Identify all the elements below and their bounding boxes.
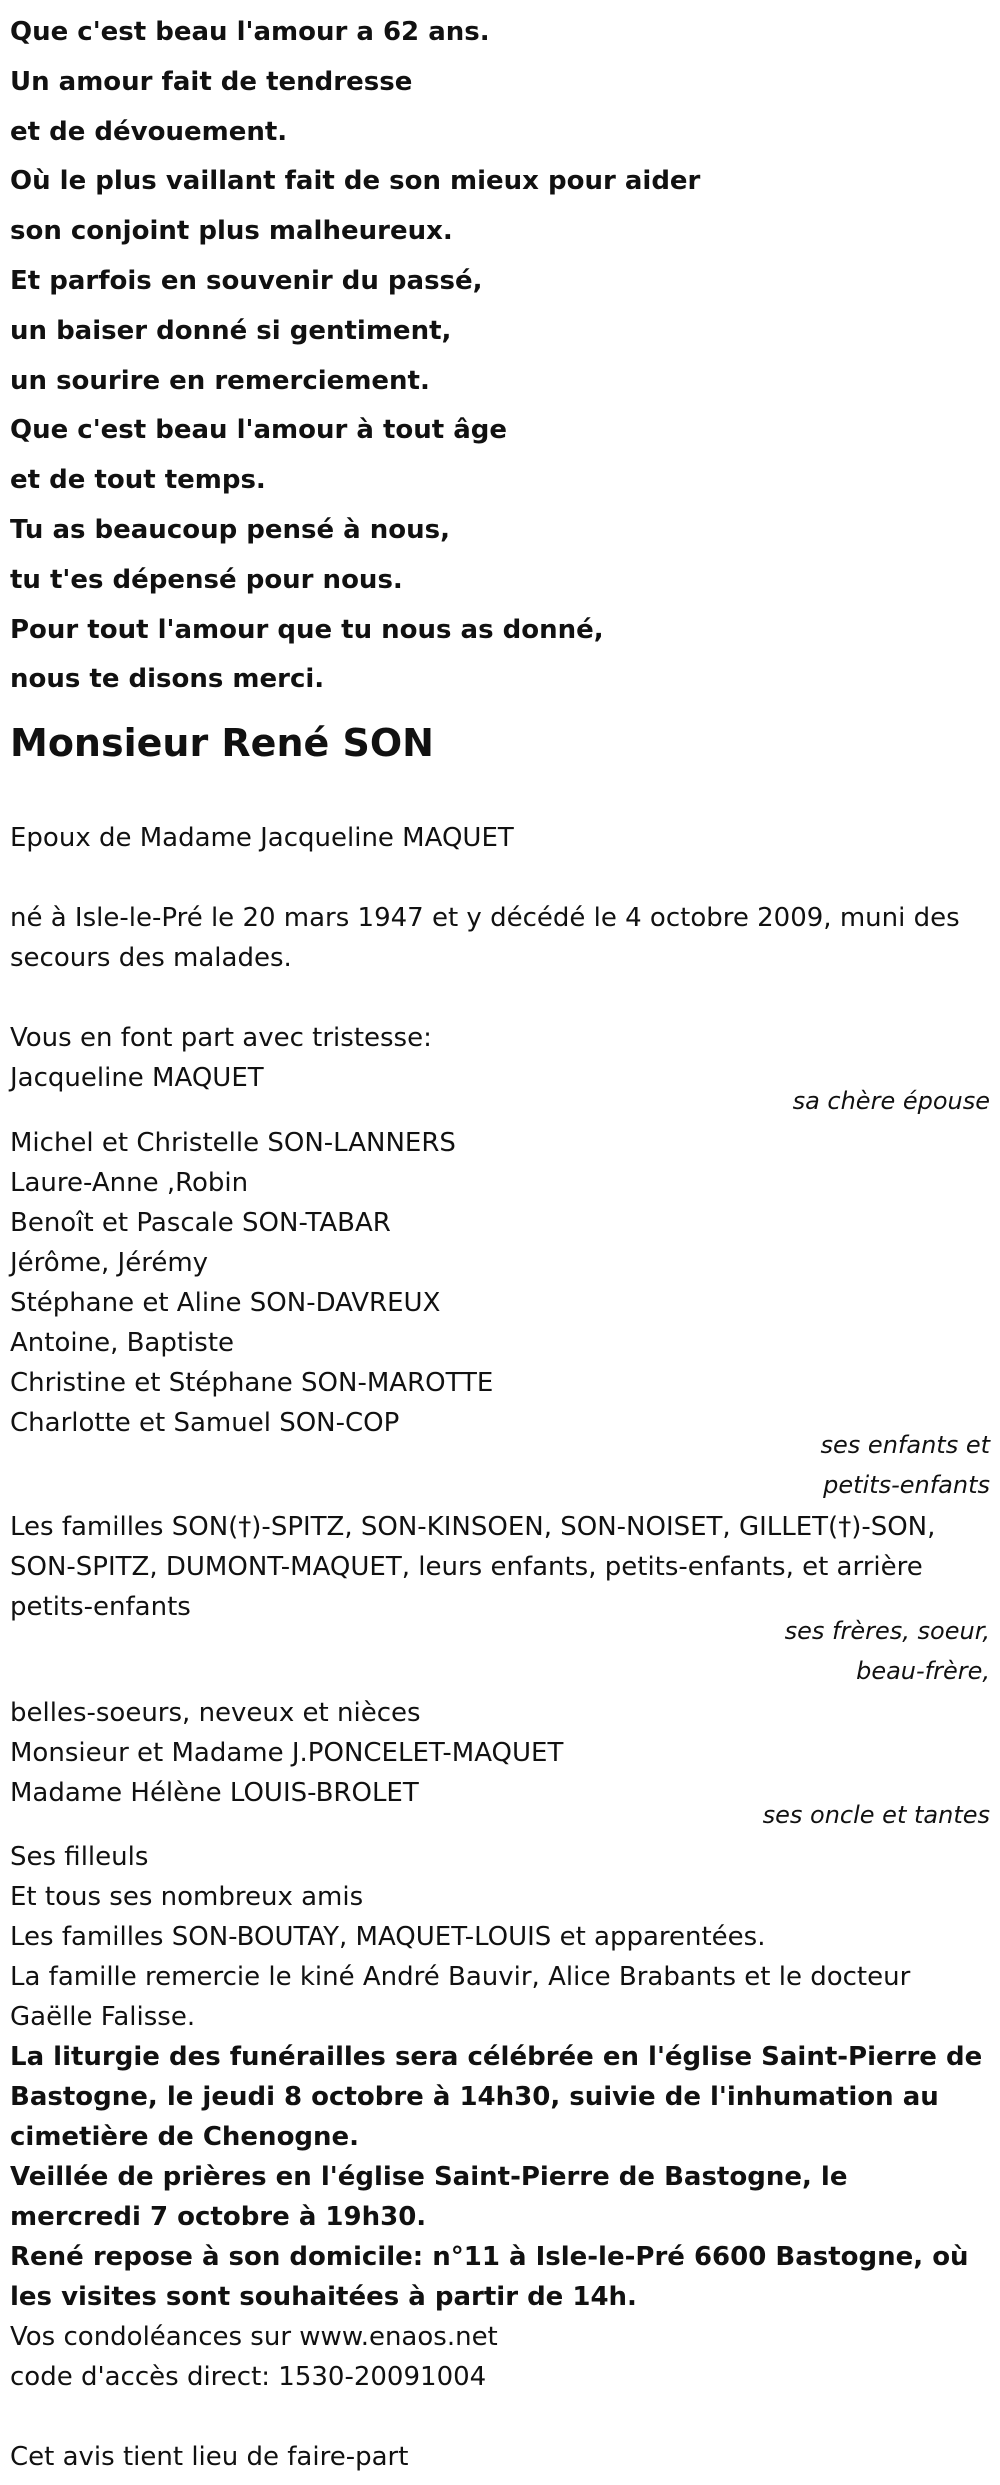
announcement-line: Vous en font part avec tristesse: bbox=[10, 1023, 432, 1053]
poem-line: et de tout temps. bbox=[10, 465, 266, 496]
wife-role: sa chère épouse bbox=[792, 1087, 990, 1115]
deceased-name-title: Monsieur René SON bbox=[10, 721, 434, 765]
vigil-info: Veillée de prières en l'église Saint-Pierre de Bastogne, le mercredi 7 octobre à 19h30. bbox=[10, 2162, 848, 2232]
poem-line: un baiser donné si gentiment, bbox=[10, 315, 452, 346]
families-paragraph: Les familles SON(†)-SPITZ, SON-KINSOEN, SON-NOISET, GILLET(†)-SON, SON-SPITZ, DUMONT-MAQUET, leurs enfants, petits-enfants, et arrière petits-enfants bbox=[10, 1512, 936, 1622]
children-role: petits-enfants bbox=[823, 1471, 990, 1499]
uncle-aunts-role: ses oncle et tantes bbox=[762, 1801, 990, 1829]
child-entry: Laure-Anne ,Robin bbox=[10, 1168, 249, 1198]
poem-line: Où le plus vaillant fait de son mieux pour aider bbox=[10, 166, 701, 197]
poem-line: Que c'est beau l'amour a 62 ans. bbox=[10, 17, 490, 47]
other-entry: Les familles SON-BOUTAY, MAQUET-LOUIS et apparentées. bbox=[10, 1922, 766, 1952]
other-entry: Et tous ses nombreux amis bbox=[10, 1882, 364, 1912]
inlaw-entry: belles-soeurs, neveux et nièces bbox=[10, 1698, 421, 1728]
other-entry: Ses filleuls bbox=[10, 1842, 149, 1872]
poem-line: Pour tout l'amour que tu nous as donné, bbox=[10, 614, 604, 645]
repose-info: René repose à son domicile: n°11 à Isle-le-Pré 6600 Bastogne, où les visites sont souhaitées à partir de 14h. bbox=[10, 2242, 969, 2312]
inlaw-entry: Madame Hélène LOUIS-BROLET bbox=[10, 1778, 419, 1808]
poem-line: Un amour fait de tendresse bbox=[10, 66, 413, 97]
poem bbox=[10, 8, 970, 705]
child-entry: Charlotte et Samuel SON-COP bbox=[10, 1408, 400, 1438]
wife-name: Jacqueline MAQUET bbox=[10, 1063, 264, 1093]
inlaw-entry: Monsieur et Madame J.PONCELET-MAQUET bbox=[10, 1738, 564, 1768]
child-entry: Benoît et Pascale SON-TABAR bbox=[10, 1208, 391, 1238]
child-entry: Michel et Christelle SON-LANNERS bbox=[10, 1128, 456, 1158]
poem-line: et de dévouement. bbox=[10, 116, 288, 147]
birth-death-info: né à Isle-le-Pré le 20 mars 1947 et y décédé le 4 octobre 2009, muni des secours des malades. bbox=[10, 903, 960, 973]
footer-notice: Cet avis tient lieu de faire-part bbox=[10, 2442, 409, 2472]
poem-line: Et parfois en souvenir du passé, bbox=[10, 265, 483, 296]
condolences-line: Vos condoléances sur www.enaos.net bbox=[10, 2322, 498, 2352]
siblings-role: beau-frère, bbox=[856, 1657, 990, 1685]
child-entry: Christine et Stéphane SON-MAROTTE bbox=[10, 1368, 494, 1398]
poem-line: tu t'es dépensé pour nous. bbox=[10, 564, 403, 595]
poem-line: son conjoint plus malheureux. bbox=[10, 216, 453, 247]
spouse-line: Epoux de Madame Jacqueline MAQUET bbox=[10, 823, 514, 853]
thanks-paragraph: La famille remercie le kiné André Bauvir, Alice Brabants et le docteur Gaëlle Falisse. bbox=[10, 1962, 911, 2032]
children-role: ses enfants et bbox=[820, 1431, 990, 1459]
child-entry: Jérôme, Jérémy bbox=[10, 1248, 209, 1278]
poem-line: Que c'est beau l'amour à tout âge bbox=[10, 415, 508, 446]
siblings-role: ses frères, soeur, bbox=[784, 1617, 990, 1645]
child-entry: Antoine, Baptiste bbox=[10, 1328, 235, 1358]
access-code-line: code d'accès direct: 1530-20091004 bbox=[10, 2362, 487, 2392]
poem-line: nous te disons merci. bbox=[10, 664, 325, 695]
funeral-info: La liturgie des funérailles sera célébrée en l'église Saint-Pierre de Bastogne, le jeudi 8 octobre à 14h30, suivie de l'inhumation au cimetière de Chenogne. bbox=[10, 2042, 983, 2152]
poem-line: un sourire en remerciement. bbox=[10, 365, 430, 396]
poem-line: Tu as beaucoup pensé à nous, bbox=[10, 514, 451, 545]
child-entry: Stéphane et Aline SON-DAVREUX bbox=[10, 1288, 441, 1318]
